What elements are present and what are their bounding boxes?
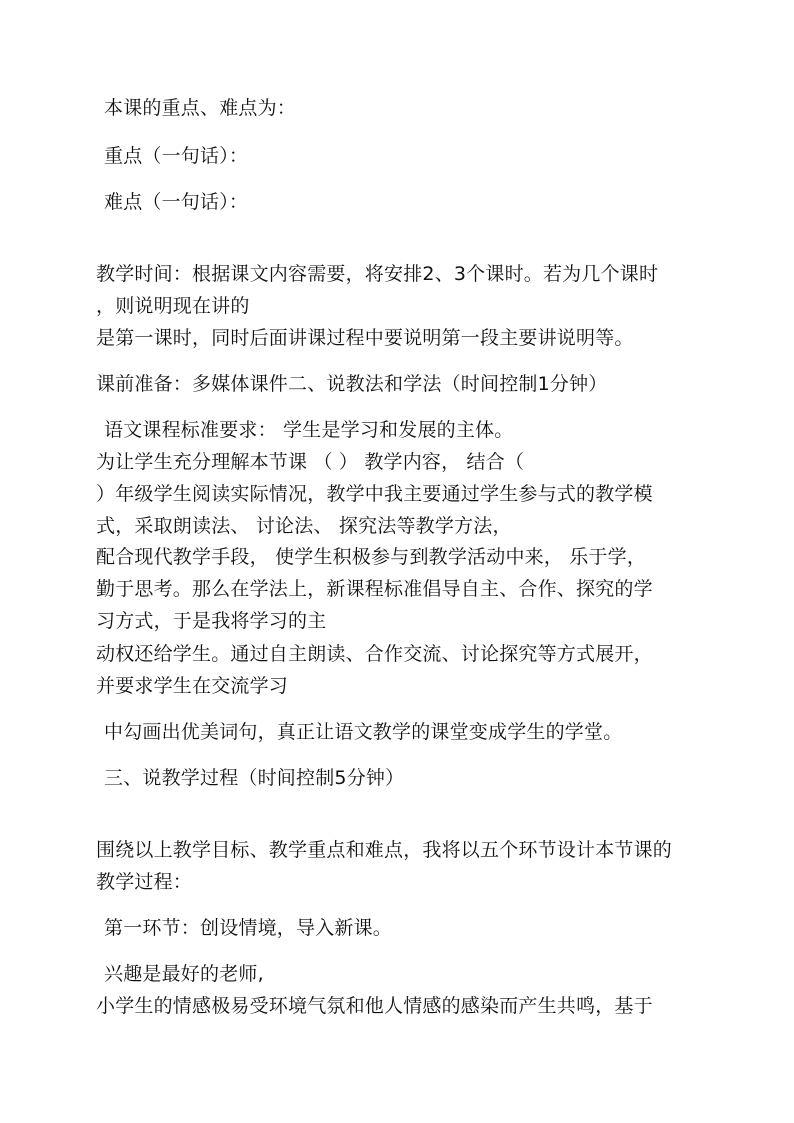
text-line: 配合现代教学手段， 使学生积极参与到教学活动中来， 乐于学， [96, 546, 647, 568]
text-line: 中勾画出优美词句，真正让语文教学的课堂变成学生的学堂。 [104, 721, 623, 743]
text-line: 习方式，于是我将学习的主 [96, 610, 327, 632]
text-line: 为让学生充分理解本节课 （ ） 教学内容， 结合（ [96, 451, 525, 473]
text-line: ，则说明现在讲的 [96, 295, 250, 317]
text-line: 动权还给学生。通过自主朗读、合作交流、讨论探究等方式展开， [96, 643, 653, 665]
text-line: 并要求学生在交流学习 [96, 675, 289, 697]
text-line: 重点（一句话）： [104, 145, 249, 167]
text-line: 三、说教学过程（时间控制5分钟） [104, 767, 405, 789]
text-line: 语文课程标准要求： 学生是学习和发展的主体。 [104, 419, 514, 441]
text-line: 第一环节：创设情境，导入新课。 [104, 917, 393, 939]
text-line: 勤于思考。那么在学法上，新课程标准倡导自主、合作、探究的学 [96, 578, 653, 600]
text-line: 教学过程： [96, 871, 193, 893]
text-line: 兴趣是最好的老师, [104, 963, 264, 985]
text-line: 难点（一句话）： [104, 191, 249, 213]
text-line: 式，采取朗读法、 讨论法、 探究法等教学方法， [96, 515, 512, 537]
text-line: 围绕以上教学目标、教学重点和难点，我将以五个环节设计本节课的 [96, 839, 673, 861]
text-line: 教学时间：根据课文内容需要，将安排2、3个课时。若为几个课时 [96, 263, 659, 285]
text-line: 课前准备：多媒体课件二、说教法和学法（时间控制1分钟） [96, 373, 608, 395]
text-line: 是第一课时，同时后面讲课过程中要说明第一段主要讲说明等。 [96, 327, 634, 349]
text-line: ）年级学生阅读实际情况，教学中我主要通过学生参与式的教学模 [96, 483, 653, 505]
text-line: 小学生的情感极易受环境气氛和他人情感的感染而产生共鸣，基于 [96, 995, 653, 1017]
text-line: 本课的重点、难点为： [104, 97, 297, 119]
